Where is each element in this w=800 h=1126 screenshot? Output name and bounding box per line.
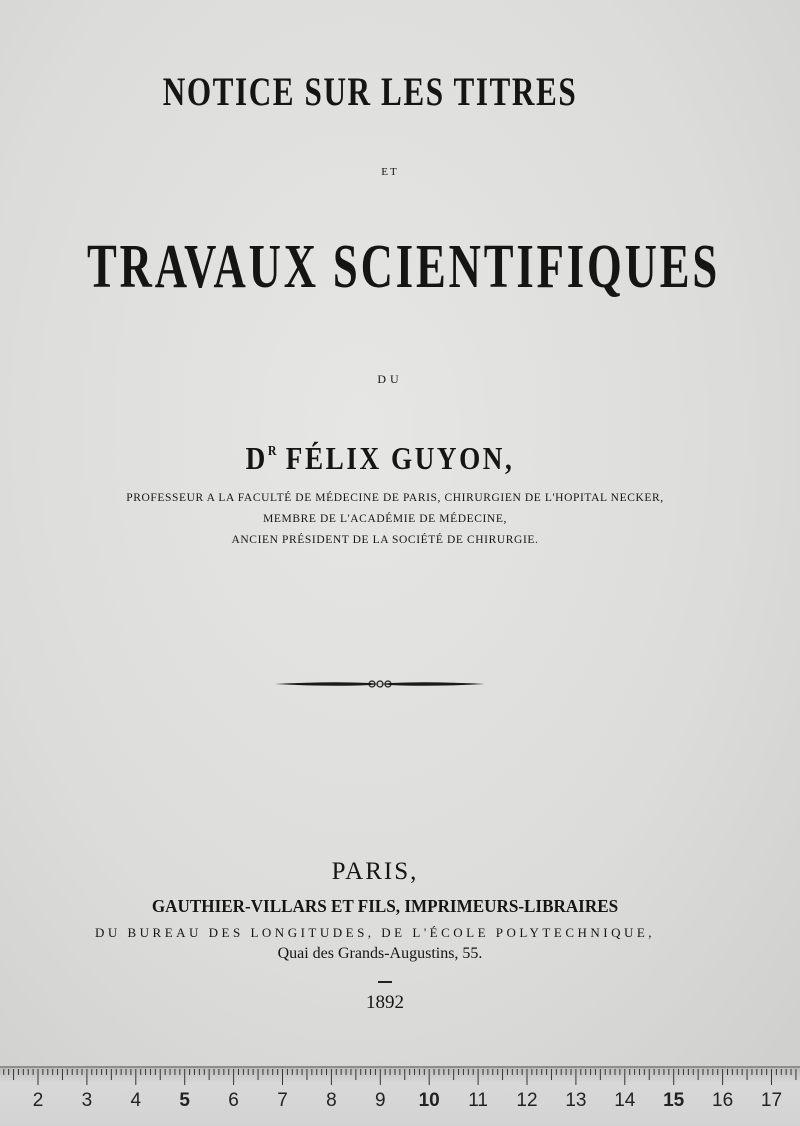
imprint-publisher: GAUTHIER-VILLARS ET FILS, IMPRIMEURS-LIBRAIRES xyxy=(151,896,619,916)
ornament-divider xyxy=(270,674,490,694)
credential-line: ANCIEN PRÉSIDENT DE LA SOCIÉTÉ DE CHIRURGIE. xyxy=(231,534,539,546)
ruler-label: 17 xyxy=(760,1090,783,1111)
ruler-label: 10 xyxy=(418,1090,440,1111)
title-conjunction: ET xyxy=(381,166,399,178)
imprint-address: Quai des Grands-Augustins, 55. xyxy=(277,945,483,962)
ruler-label: 13 xyxy=(565,1090,587,1111)
title-line-1: NOTICE SUR LES TITRES xyxy=(162,69,578,114)
ruler-label: 11 xyxy=(468,1090,488,1111)
ruler-label: 8 xyxy=(326,1090,337,1111)
ruler-label: 15 xyxy=(663,1090,685,1111)
ruler-label: 9 xyxy=(375,1090,386,1111)
credential-line: PROFESSEUR A LA FACULTÉ DE MÉDECINE DE PARIS, CHIRURGIEN DE L'HOPITAL NECKER, xyxy=(126,492,664,504)
ruler-label: 12 xyxy=(516,1090,538,1111)
ruler-label: 16 xyxy=(712,1090,734,1111)
credential-line: MEMBRE DE L'ACADÉMIE DE MÉDECINE, xyxy=(263,513,507,525)
ruler-label: 6 xyxy=(228,1090,239,1111)
year-dash xyxy=(378,981,392,983)
ruler-label: 3 xyxy=(81,1090,93,1111)
ruler-label: 2 xyxy=(32,1090,44,1111)
author-preposition: DU xyxy=(377,372,403,386)
title-line-2: TRAVAUX SCIENTIFIQUES xyxy=(87,233,721,301)
ruler-label: 4 xyxy=(130,1090,142,1111)
author-surname: FÉLIX GUYON, xyxy=(285,440,515,476)
author-prefix: D xyxy=(245,440,268,476)
imprint-publisher-detail: DU BUREAU DES LONGITUDES, DE L'ÉCOLE POLYTECHNIQUE, xyxy=(94,925,656,940)
ruler-label: 14 xyxy=(614,1090,636,1111)
ruler-label: 7 xyxy=(277,1090,288,1111)
author-name xyxy=(40,440,720,477)
ruler-label: 5 xyxy=(179,1090,190,1111)
author-prefix-superscript: R xyxy=(267,444,277,459)
measuring-ruler xyxy=(0,1066,800,1126)
imprint-year: 1892 xyxy=(366,992,404,1013)
imprint-city: PARIS, xyxy=(331,858,419,885)
